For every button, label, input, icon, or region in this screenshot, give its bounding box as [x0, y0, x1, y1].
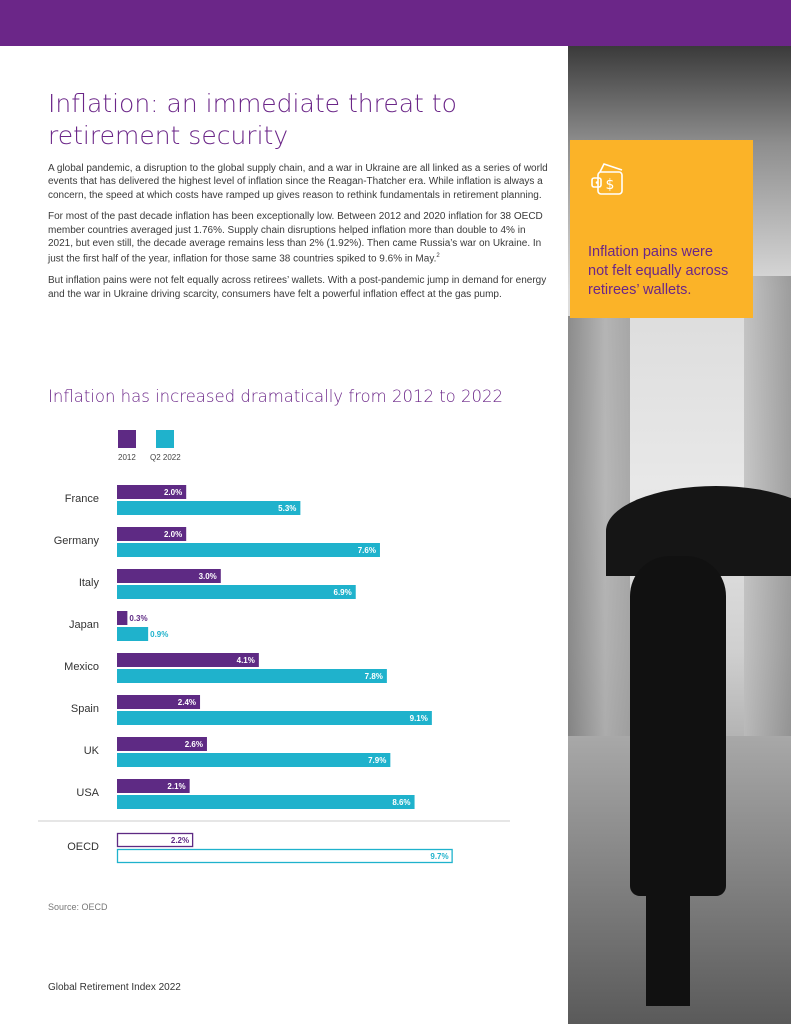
data-label: 6.9% [333, 588, 352, 597]
category-label: OECD [67, 841, 99, 853]
data-label: 2.1% [167, 782, 186, 791]
data-label: 2.0% [163, 530, 183, 539]
bar-q2-2022 [117, 669, 387, 683]
paragraph-2-text: For most of the past decade inflation has been exceptionally low. Between 2012 and 2020 inflation for 38 OECD member countries averaged just 1.76%. Supply chain disruptions helped inflation more than double to 4% in 2021, but even still, the decade average remains less than 2% (1.92%). Then came Russia’s war on Ukraine. In just the first half of the year, inflation for those same 38 countries spiked to 9.6% in May. [48, 211, 543, 265]
paragraph-1: A global pandemic, a disruption to the global supply chain, and a war in Ukraine are all linked as a series of world events that has delivered the highest level of inflation since the Reagan-Thatcher era. While inflation is always a concern, the speed at which costs have ramped up gives reason to rethink fundamentals in retirement planning. [48, 163, 548, 201]
bar-q2-2022 [117, 543, 380, 557]
data-label: 3.0% [198, 572, 217, 581]
paragraph-2 [48, 210, 553, 266]
bar-q2-2022 [117, 627, 148, 641]
data-label: 7.6% [357, 546, 376, 555]
data-label: 7.9% [368, 756, 387, 765]
category-label: Italy [78, 577, 99, 589]
body-text [48, 162, 553, 309]
bar-q2-2022 [117, 585, 356, 599]
data-label: 9.1% [409, 714, 428, 723]
category-label: USA [76, 787, 99, 799]
data-label: 2.6% [184, 740, 203, 749]
bar-q2-2022 [118, 850, 453, 863]
top-banner [0, 0, 791, 46]
legend-swatch-1 [118, 430, 136, 448]
data-label: 9.7% [430, 852, 449, 861]
chart-title: Inflation has increased dramatically from 2012 to 2022 [48, 387, 503, 406]
callout-text: Inflation pains were not felt equally across retirees’ wallets. [588, 244, 729, 298]
paragraph-3: But inflation pains were not felt equally across retirees’ wallets. With a post-pandemic jump in demand for energy and the war in Ukraine driving scarcity, consumers have felt a powerful inflation effect at the gas pump. [48, 275, 547, 300]
data-label: 2.0% [163, 488, 183, 497]
category-label: Germany [53, 535, 99, 547]
data-label: 7.8% [364, 672, 383, 681]
callout-box [570, 140, 753, 318]
data-label: 4.1% [236, 656, 255, 665]
svg-text:$: $ [605, 177, 615, 193]
bar-q2-2022 [117, 501, 300, 515]
person-silhouette [630, 556, 726, 896]
bar-q2-2022 [117, 753, 390, 767]
category-label: Mexico [64, 661, 99, 673]
bar-q2-2022 [117, 795, 415, 809]
data-label: 0.9% [150, 630, 169, 639]
legend-swatch-2 [156, 430, 174, 448]
page-title: Inflation: an immediate threat to retirement security [48, 89, 457, 150]
legend-label-2: Q2 2022 [150, 453, 181, 462]
bar-2012 [117, 611, 127, 625]
bar-q2-2022 [117, 711, 432, 725]
category-label: UK [83, 745, 99, 757]
inflation-bar-chart [0, 420, 530, 880]
data-label: 5.3% [278, 504, 297, 513]
data-label: 8.6% [392, 798, 411, 807]
footer: Global Retirement Index 2022 [48, 982, 181, 993]
data-label: 2.4% [177, 698, 197, 707]
category-label: France [64, 493, 99, 505]
category-label: Spain [70, 703, 99, 715]
source-note: Source: OECD [48, 902, 108, 912]
data-label: 2.2% [170, 836, 190, 845]
legend-label-1: 2012 [118, 453, 136, 462]
category-label: Japan [69, 619, 99, 631]
wallet-dollar-icon [588, 160, 632, 200]
data-label: 0.3% [129, 614, 148, 623]
footnote-marker: 2 [436, 253, 440, 260]
person-legs [646, 886, 690, 1006]
